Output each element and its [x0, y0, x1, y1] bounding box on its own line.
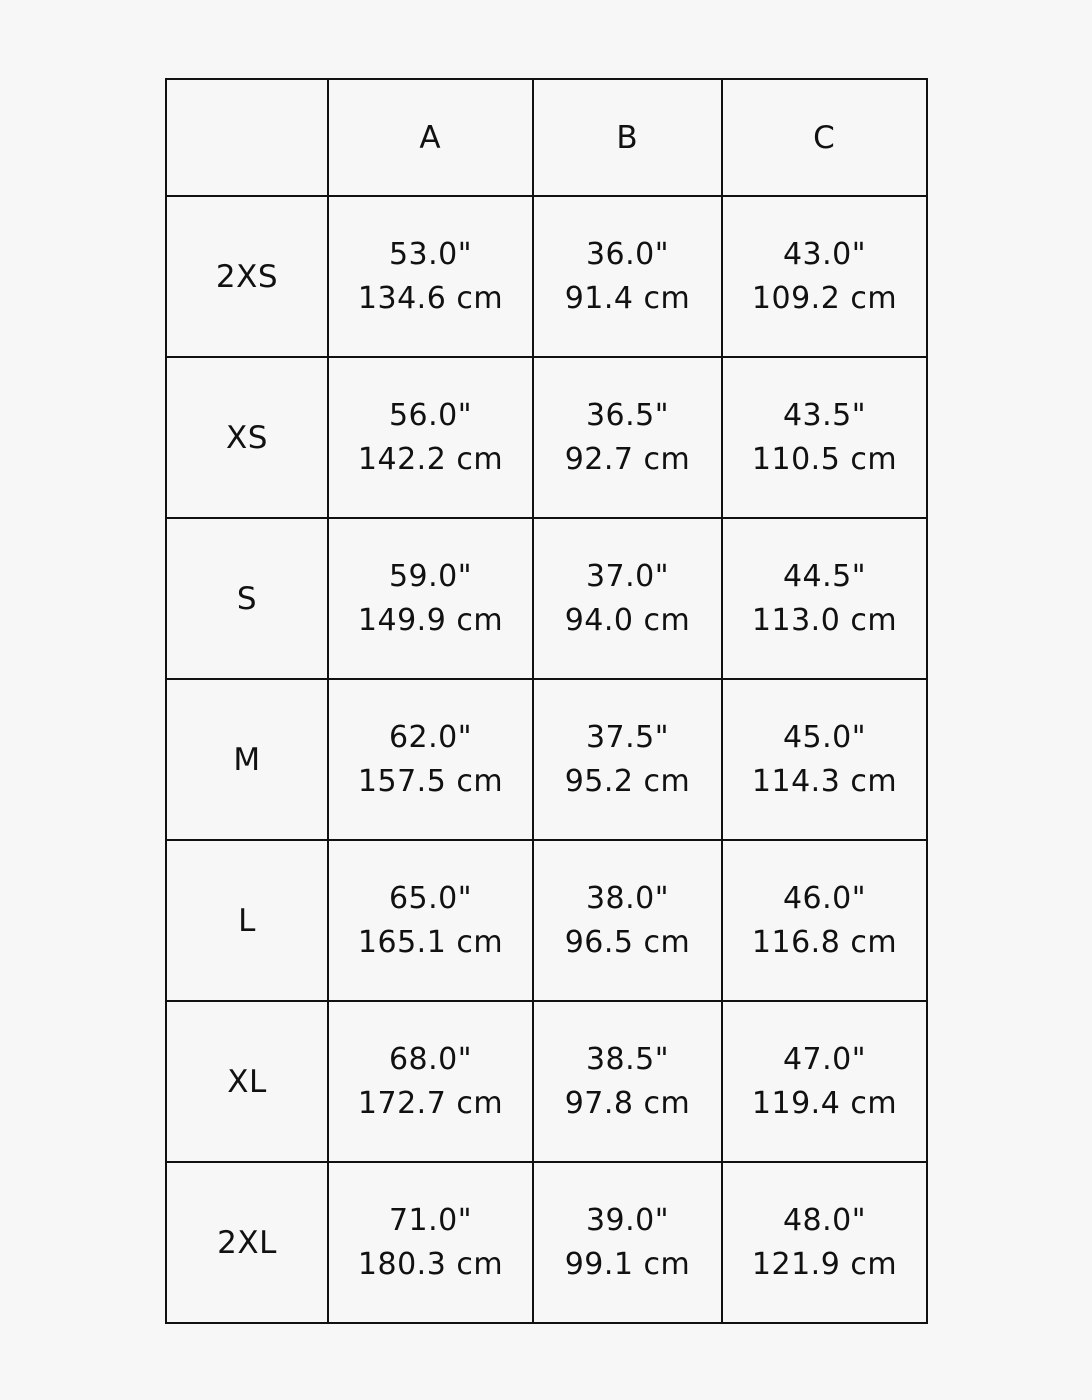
measurement-cell-a	[328, 679, 533, 840]
inch-value: 71.0"	[388, 1202, 473, 1238]
measurement-cell-b	[533, 1162, 722, 1323]
size-label: L	[166, 840, 328, 1001]
table-row	[166, 679, 927, 840]
cm-value: 92.7 cm	[564, 441, 691, 477]
measurement-cell-a	[328, 1162, 533, 1323]
inch-value: 56.0"	[388, 397, 473, 433]
table-row	[166, 357, 927, 518]
inch-value: 36.5"	[585, 397, 670, 433]
inch-value: 46.0"	[782, 880, 867, 916]
inch-value: 68.0"	[388, 1041, 473, 1077]
size-label: XS	[166, 357, 328, 518]
inch-value: 62.0"	[388, 719, 473, 755]
header-row	[166, 79, 927, 196]
cm-value: 180.3 cm	[357, 1246, 504, 1282]
cm-value: 116.8 cm	[751, 924, 898, 960]
measurement-cell-b	[533, 518, 722, 679]
measurement-cell-c	[722, 196, 927, 357]
cm-value: 91.4 cm	[564, 280, 691, 316]
measurement-cell-b	[533, 840, 722, 1001]
table-row	[166, 1162, 927, 1323]
cm-value: 95.2 cm	[564, 763, 691, 799]
column-header-a: A	[328, 79, 533, 196]
size-label: S	[166, 518, 328, 679]
inch-value: 39.0"	[585, 1202, 670, 1238]
measurement-cell-b	[533, 196, 722, 357]
cm-value: 157.5 cm	[357, 763, 504, 799]
inch-value: 59.0"	[388, 558, 473, 594]
inch-value: 53.0"	[388, 236, 473, 272]
table-row	[166, 518, 927, 679]
measurement-cell-b	[533, 1001, 722, 1162]
measurement-cell-a	[328, 196, 533, 357]
cm-value: 149.9 cm	[357, 602, 504, 638]
size-label: 2XL	[166, 1162, 328, 1323]
measurement-cell-a	[328, 840, 533, 1001]
measurement-cell-c	[722, 518, 927, 679]
table-row	[166, 196, 927, 357]
measurement-cell-b	[533, 357, 722, 518]
cm-value: 114.3 cm	[751, 763, 898, 799]
column-header-c: C	[722, 79, 927, 196]
inch-value: 38.0"	[585, 880, 670, 916]
cm-value: 109.2 cm	[751, 280, 898, 316]
table-row	[166, 840, 927, 1001]
measurement-cell-b	[533, 679, 722, 840]
measurement-cell-c	[722, 679, 927, 840]
cm-value: 97.8 cm	[564, 1085, 691, 1121]
measurement-cell-a	[328, 1001, 533, 1162]
inch-value: 48.0"	[782, 1202, 867, 1238]
cm-value: 110.5 cm	[751, 441, 898, 477]
inch-value: 47.0"	[782, 1041, 867, 1077]
size-chart-table	[165, 78, 928, 1324]
measurement-cell-c	[722, 840, 927, 1001]
size-label: XL	[166, 1001, 328, 1162]
measurement-cell-c	[722, 1162, 927, 1323]
cm-value: 121.9 cm	[751, 1246, 898, 1282]
measurement-cell-c	[722, 357, 927, 518]
cm-value: 165.1 cm	[357, 924, 504, 960]
inch-value: 43.5"	[782, 397, 867, 433]
cm-value: 96.5 cm	[564, 924, 691, 960]
inch-value: 44.5"	[782, 558, 867, 594]
inch-value: 45.0"	[782, 719, 867, 755]
measurement-cell-a	[328, 357, 533, 518]
cm-value: 99.1 cm	[564, 1246, 691, 1282]
cm-value: 119.4 cm	[751, 1085, 898, 1121]
corner-cell	[166, 79, 328, 196]
cm-value: 172.7 cm	[357, 1085, 504, 1121]
cm-value: 142.2 cm	[357, 441, 504, 477]
cm-value: 134.6 cm	[357, 280, 504, 316]
inch-value: 37.5"	[585, 719, 670, 755]
cm-value: 94.0 cm	[564, 602, 691, 638]
column-header-b: B	[533, 79, 722, 196]
inch-value: 36.0"	[585, 236, 670, 272]
cm-value: 113.0 cm	[751, 602, 898, 638]
size-label: M	[166, 679, 328, 840]
inch-value: 65.0"	[388, 880, 473, 916]
measurement-cell-c	[722, 1001, 927, 1162]
table-row	[166, 1001, 927, 1162]
inch-value: 37.0"	[585, 558, 670, 594]
inch-value: 43.0"	[782, 236, 867, 272]
inch-value: 38.5"	[585, 1041, 670, 1077]
measurement-cell-a	[328, 518, 533, 679]
size-label: 2XS	[166, 196, 328, 357]
